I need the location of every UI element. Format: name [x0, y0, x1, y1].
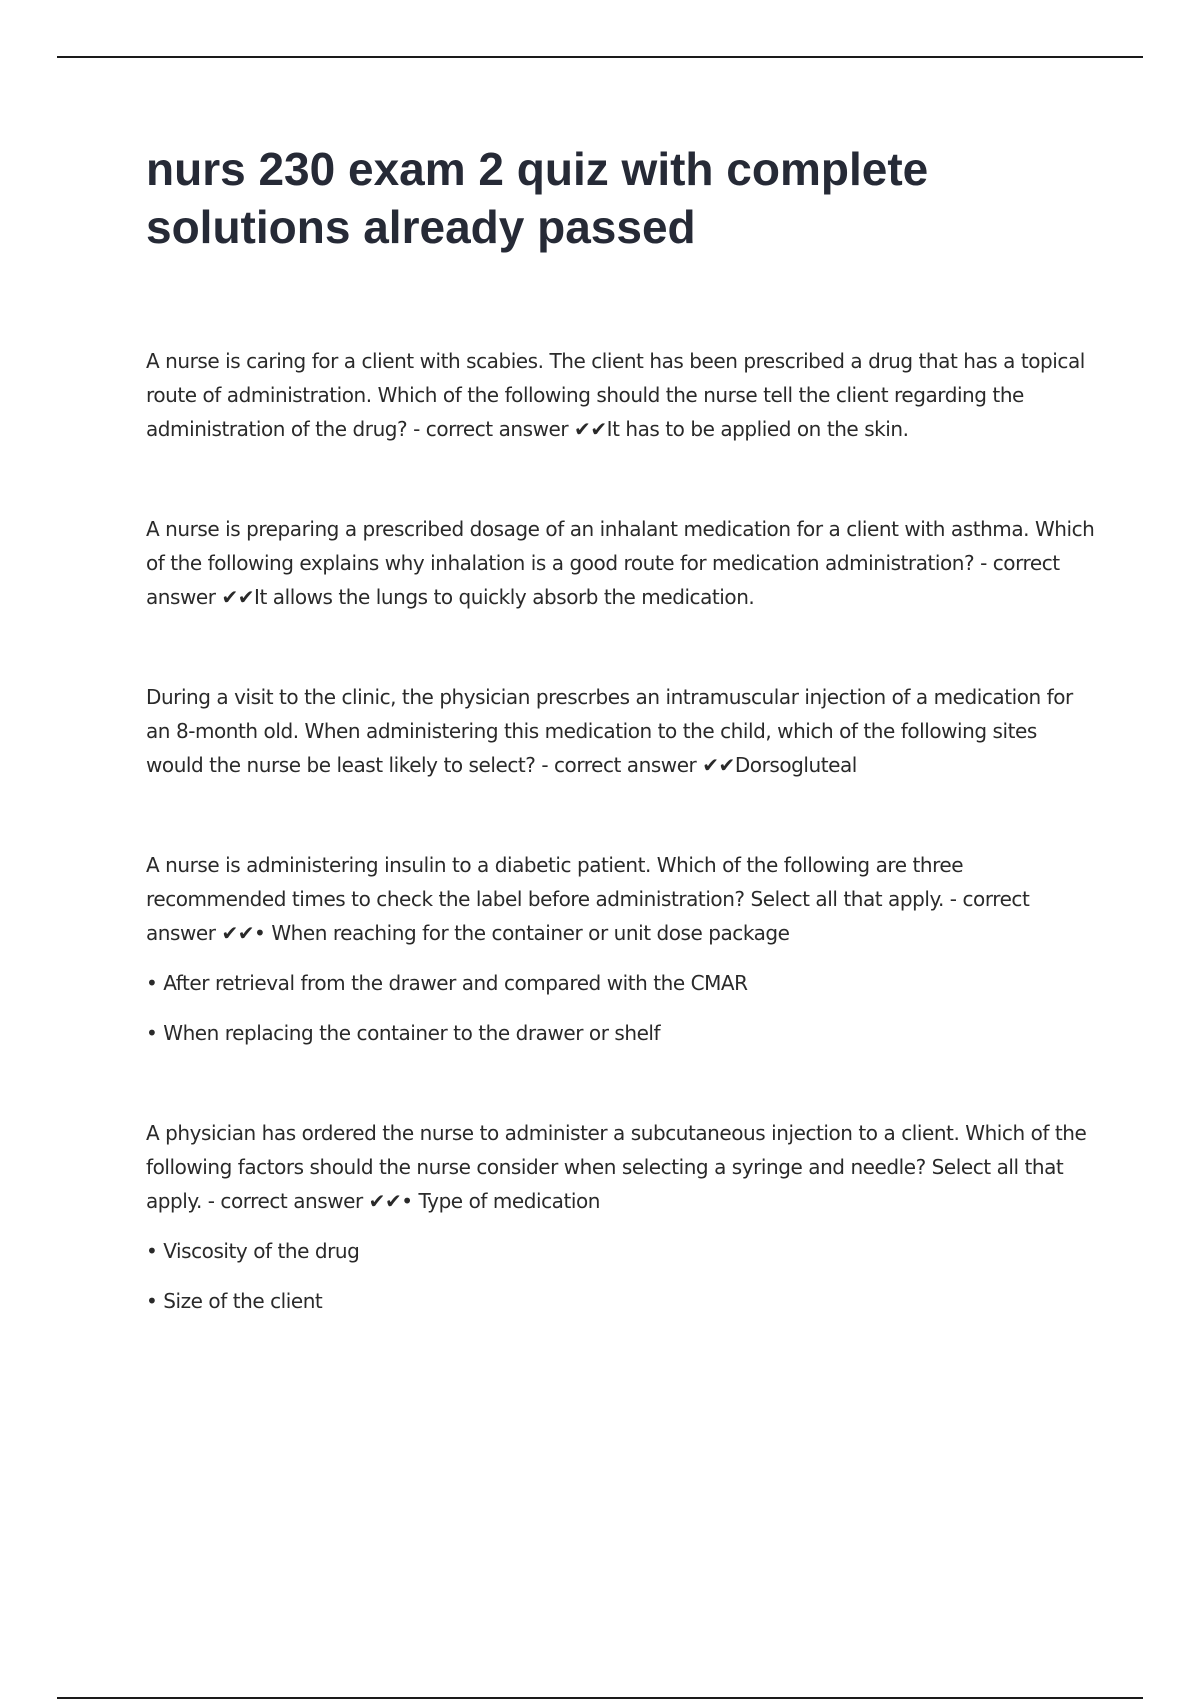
question-item-4	[146, 848, 1096, 1050]
answer-bullet: • Viscosity of the drug	[146, 1239, 360, 1263]
top-divider	[57, 56, 1143, 58]
question-text: A nurse is administering insulin to a diabetic patient. Which of the following are three recommended times to check the label before administration? Select all that apply. - correct answer ✔✔• When reaching for the container or unit dose package	[146, 853, 1030, 945]
page-title: nurs 230 exam 2 quiz with complete solutions already passed	[146, 143, 929, 253]
answer-bullet: • When replacing the container to the drawer or shelf	[146, 1021, 661, 1045]
question-text: A nurse is preparing a prescribed dosage of an inhalant medication for a client with asthma. Which of the following explains why inhalation is a good route for medication administration? - correct answer ✔✔It allows the lungs to quickly absorb the medication.	[146, 517, 1095, 609]
question-text: A physician has ordered the nurse to administer a subcutaneous injection to a client. Which of the following factors should the nurse consider when selecting a syringe and needle? Select all that apply. - correct answer ✔✔• Type of medication	[146, 1121, 1087, 1213]
bottom-divider	[57, 1697, 1143, 1699]
question-item-1	[146, 344, 1096, 446]
answer-bullet: • After retrieval from the drawer and compared with the CMAR	[146, 971, 748, 995]
question-item-3	[146, 680, 1096, 782]
question-list	[146, 344, 1096, 1318]
question-text: A nurse is caring for a client with scabies. The client has been prescribed a drug that has a topical route of administration. Which of the following should the nurse tell the client regarding the administration of the drug? - correct answer ✔✔It has to be applied on the skin.	[146, 349, 1085, 441]
answer-bullet: • Size of the client	[146, 1289, 323, 1313]
question-item-2	[146, 512, 1096, 614]
question-item-5	[146, 1116, 1096, 1318]
document-body	[146, 140, 1096, 1384]
question-text: During a visit to the clinic, the physician prescrbes an intramuscular injection of a medication for an 8-month old. When administering this medication to the child, which of the following sites would the nurse be least likely to select? - correct answer ✔✔Dorsogluteal	[146, 685, 1073, 777]
